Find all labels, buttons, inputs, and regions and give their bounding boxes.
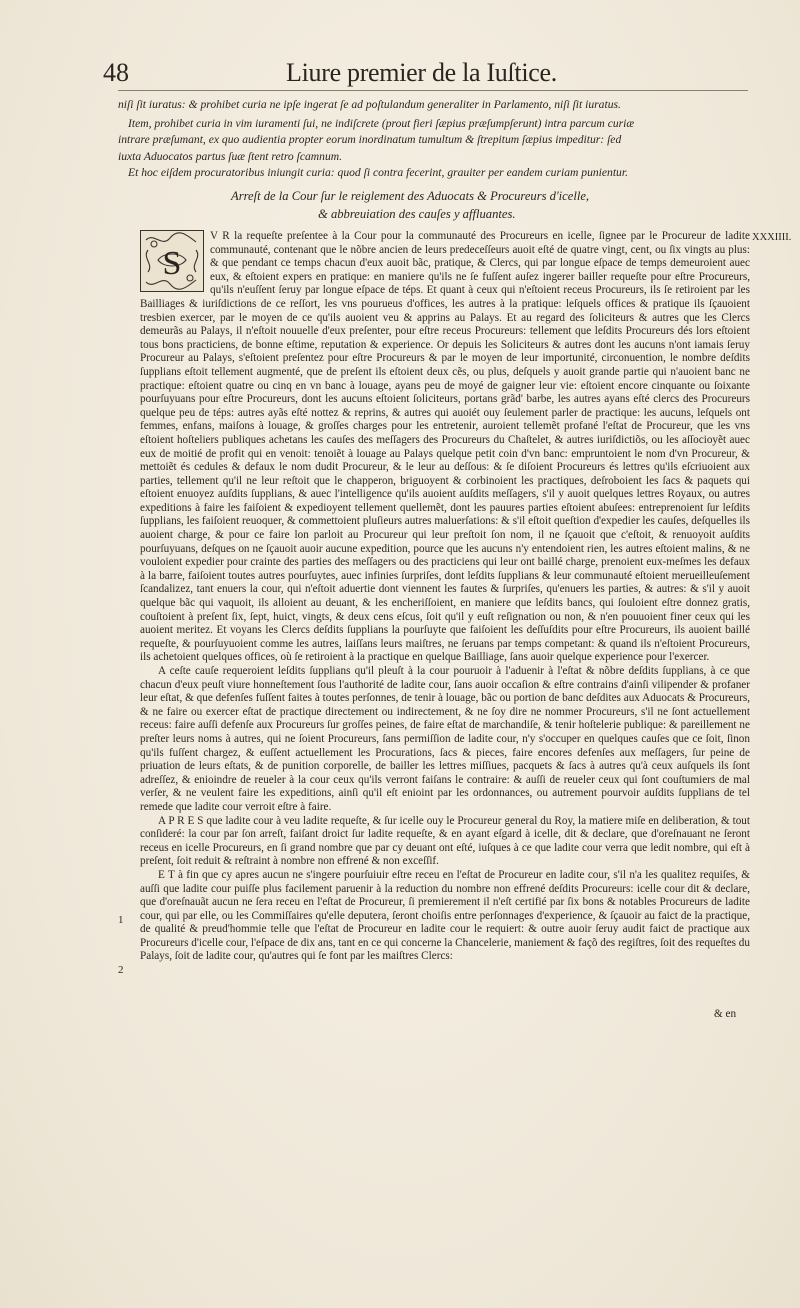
intro-line: intrare præſumant, ex quo audientia propter eorum inordinatum tumultum & ſtrepitum ſæpius impeditur: ſed — [118, 133, 622, 146]
drop-cap-ornament — [140, 230, 204, 292]
running-title: Liure premier de la Iuſtice. — [286, 58, 557, 87]
intro-line: Item, prohibet curia in vim iuramenti ſui, ne indiſcrete (prout fieri ſæpius præſumpſerunt) intra parcum curiæ — [128, 117, 635, 130]
paragraph-2: A ceſte cauſe requeroient leſdits ſupplians qu'il pleuſt à la cour pouruoir à l'aduenir à l'eſtat & nõbre deſdits ſupplians, à ce que chacun d'eux peuſt viure honneſtement ſous l'authorité de ladite cour, ſans auoir occaſion & eſtre contrains d'ainſi vilipender & profaner leur eſtat, & que defenſes fuſſent faites à toutes perſonnes, de tenir à louage, bãc ou portion de banc deſdites aux Aduocats & Procureurs, & ne faire ou exercer eſtat de practique directement ou indirectement, & ne ſoy dire ne nommer Procureurs, s'il ne ſont actuellement receus: faire auſſi defenſe aux Procureurs ſur groſſes peines, de faire eſtat de marchandiſe, & tenir hoſtelerie publique: & pareillement ne preſter leurs noms à autres, qui ne ſoient Procureurs, ſans permiſſion de ladite cour, n'y s'occuper en quelques cauſes que ce ſoit, ſinon qu'ils fuſſent chargez, & euſſent actuellement les Procurations, ſacs & pieces, faire encores defenſes aux meſſagers, ſur peine de priuation de leurs eſtats, & de punition corporelle, de bailler les lettres miſſiues, pacquets & ſacs à autres qu'à ceux auſquels ils ſont adreſſez, & enioindre de reueler à la cour ceux qu'ils verront faiſans le contraire: & auſſi de reueler ceux qui ſont couſtumiers de mal verſer, & ne veulent faire les expeditions, ainſi qu'il eſt enioint par les ordonnances, ou autrement pourvoir auſdits ſupplians de tel remede que ladite cour verroit eſtre à faire. — [140, 665, 750, 813]
intro-line: Et hoc eiſdem procuratoribus iniungit curia: quod ſi contra fecerint, grauiter per eandem curiam punientur. — [128, 166, 628, 179]
catchword: & en — [714, 1008, 737, 1020]
margin-note: XXXIIII. — [752, 232, 792, 243]
header-rule — [118, 90, 748, 91]
side-number-2: 2 — [118, 964, 124, 976]
paragraph-1: V R la requeſte preſentee à la Cour pour la communauté des Procureurs en icelle, ſignee par le Procureur de ladite communauté, contenant que le nõbre ancien de leurs predeceſſeurs auoit eſté de quatre vingt, cent, ou ſix vingts au plus: & que pendant ce temps chacun d'eux auoit bãc, pratique, & Clercs, qui par longue eſpace de temps demeuroient auec eux, & eſtoient expers en pratique: en maniere qu'ils ne ſe fuſſent auſez ingerer bailler requeſte pour eſtre Procureurs, qu'ils n'euſſent ſeruy par longue eſpace de téps. Et quant à ceux qui n'eſtoient receus Procureurs, ils ſe retiroient par les Bailliages & iuriſdictions de ce reſſort, les vns pourueus d'offices, les autres à la pratique: leſquels offices & pratique ils ſçauoient tresbien exercer, par le moyen de ce qu'ils auoient veu & apprins au Palays. Et au regard des ſoliciteurs & autres que les Clercs demeurãs au Palays, il n'eſtoit nouuelle d'eux preſenter, pour eſtre receus Procureurs: tellement que leſdits Procureurs dés lors eſtoient tous bons practiciens, de bonne eſtime, reputation & experience. Or depuis les Soliciteurs & autres dont les aucuns n'ont iamais ſeruy Procureur au Palays, s'eſtoient preſentez pour eſtre Procureurs & par le moyen de leur importunité, circonuention, le nombre deſdits ſupplians eſtoit tellement augmenté, que de preſent ils eſtoient deux cẽs, ou plus, deſquels y auoit grande partie qui n'auoient banc ne practique: eſtoient quatre ou cinq en vn banc à louage, ayans peu de moyé de gaigner leur vie: eſtoient encore cinquante ou ſoixante pourſuyuans pour eſtre Procureurs, dont les aucuns eſtoient ſoliciteurs, portans grãd' barbe, les autres ayans eſté clercs des Procureurs quelque peu de téps: autres ayãs eſté nottez & reprins, & autres qui auoiét ouy ſeulement parler de practique: les aucuns, leſquels ont femmes, enfans, maiſons à louage, & groſſes charges pour les entretenir, auroient tellemẽt profané l'eſtat de Procureur, que les vns eſtoient hoſteliers publiques achetans les cauſes des meſſagers des Procureurs du Chaſtelet, & autres iuriſdictiõs, ou les aſſocioyẽt auec eux de moitié de profit qui en venoit: tenoiẽt à louage au Palays quelque petit coin d'vn banc: empruntoient le nom d'vn Procureur, & mettoiẽt és cedules & defaux le nom dudit Procureur, & le leur au deſſous: & ſe diſoient Procureurs és lettres qu'ils eſcriuoient aux parties, tellement qu'il ne leur reſtoit que le chapperon, briguoyent & corbinoient les practiques, deſroboient les ſacs & paquets qui eſtoient enuoyez auſdits ſupplians, & auec l'intelligence qu'ils auoient auſdits meſſagers, s'il y auoit quelques lettres Royaux, ou autres expeditions à faire les faiſoient & expedioyent tellement quellemẽt, dont les pauures parties eſtoient abuſees: entreprenoient ſur leſdits ſupplians, les faiſoient reuoquer, & commettoient pluſieurs autres maluerſations: & s'il eſtoit queſtion d'expedier les cauſes, deſquelles ils auoient charge, & pour ce faire lon parloit au Procureur qui leur preſtoit ſon nom, il ne ſçauoit que c'eſtoit, & renuoyoit auſdits pourſuyuans, deſques on ne ſçauoit auoir aucune expedition, pource que les aucuns n'y entendoient rien, les autres eſtoient malins, & ne vouloient expedier pour crainte des parties des meſſagers ou des practiciens qui leur ont baillé charge, prenoient eux-meſmes les defaux à la barre, faiſoient toutes autres pourſuytes, auec infinies ſurpriſes, dont leſdits ſupplians & leur communauté eſtoient merueilleuſement ſcandalizez, tant enuers la cour, qui n'eſtoit aduertie dont viennent les fautes & ſurpriſes, qu'enuers les parties, & autres: & s'il y auoit quelque bãc qui vaquoit, ils alloient au deuant, & les encheriſſoient, en maniere que leſdits bancs, qui ſouloient eſtre donnez gratis, couſtoient à preſent ſix, ſept, huict, vingts, & deux cens eſcus, ſoit qu'il y euſt reſignation ou non, & n'en pouuoient finer ceux qui les auoient meritez. Et voyans les Clercs deſdits ſupplians la pourſuyte que faiſoient les deſſuſdits pour eſtre Procureurs, ils auoient baillé requeſte, & pourſuyuoient comme les autres, laiſſans leurs maiſtres, ne ſeruans par temps competant: & quand ils n'eſtoient Procureurs, ils achetoient quelques offices, où ſe retiroient à la practique en quelque Bailliage, ſans auoir quelque experience pour l'exercer. — [140, 230, 750, 664]
side-number-1: 1 — [118, 914, 124, 926]
drop-cap-letter: S — [162, 245, 182, 282]
paragraph-3: A P R E S que ladite cour à veu ladite requeſte, & ſur icelle ouy le Procureur general du Roy, la matiere miſe en deliberation, & tout conſideré: la cour par ſon arreſt, faiſant droict ſur ladite requeſte, & en ayant eſgard à icelle, dit & declare, que d'oreſnauant ne ſeront receus en icelle Procureurs, en ſi grand nombre que par cy deuant ont eſté, iuſques à ce que ladite cour verra que ledit nombre, qui eſt à preſent, ſoit reduit & reſtraint à nombre non effrené & non exceſſif. — [140, 814, 750, 868]
paragraph-4: E T à fin que cy apres aucun ne s'ingere pourſuiuir eſtre receu en l'eſtat de Procureur en ladite cour, s'il n'a les qualitez requiſes, & auſſi que ladite cour puiſſe plus facilement paruenir à la reduction du nombre non effrené deſdits Procureurs: icelle cour dit & declare, que d'oreſnauãt aucun ne ſera receu en l'eſtat de Procureur, ſi premierement il n'eſt certifié par ſix bons & notables Procureurs de ladite cour, qui par elle, ou les Commiſſaires qu'elle deputera, ſeront choiſis entre perſonnages d'experience, & ſçauoir au faict de la practique, de qualité & preud'hommie telle que l'eſtat de Procureur en ladite cour le requiert: & outre auoir ſeruy audit faict de practique aux Procureurs d'icelle cour, l'eſpace de dix ans, tant en ce qui concerne la Chancelerie, maniement & façõ des regiſtres, ſoit des requeſtes du Palays, ſoit de ladite cour, qu'autres qui ſe font par les maiſtres Clercs: — [140, 868, 750, 963]
section-subtitle: & abbreuiation des cauſes y affluantes. — [318, 207, 516, 221]
drop-cap-icon — [140, 230, 204, 292]
body-text — [140, 230, 750, 964]
intro-line: iuxta Aduocatos partus ſuæ ſtent retro ſcamnum. — [118, 150, 343, 163]
section-title: Arreſt de la Cour ſur le reiglement des Aduocats & Procureurs d'icelle, — [231, 189, 590, 203]
page-number: 48 — [103, 58, 129, 87]
intro-line: niſi ſit iuratus: & prohibet curia ne ipſe ingerat ſe ad poſtulandum generaliter in Parlamento, niſi ſit iuratus. — [118, 98, 621, 111]
